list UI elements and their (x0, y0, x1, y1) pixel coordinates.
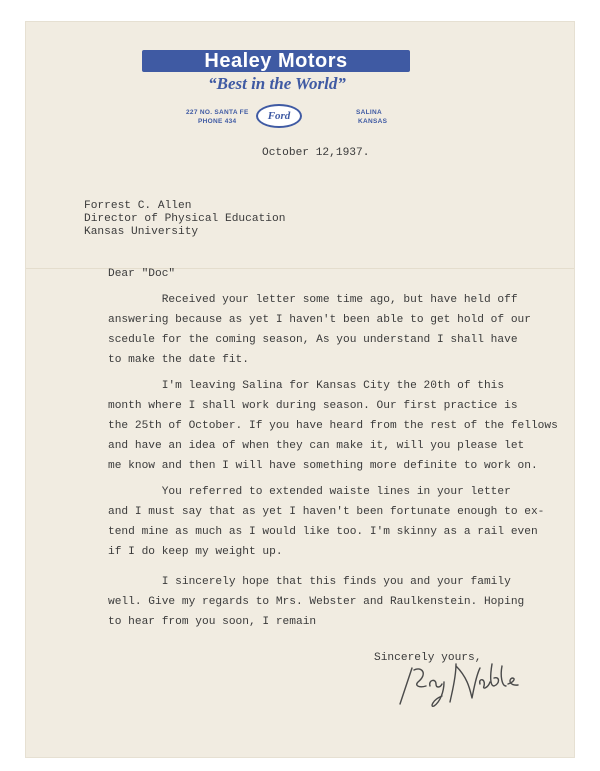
body-line: to hear from you soon, I remain (108, 616, 317, 628)
body-line: Received your letter some time ago, but have held off (108, 294, 518, 306)
body-line: I sincerely hope that this finds you and your family (108, 576, 511, 588)
body-line: answering because as yet I haven't been able to get hold of our (108, 314, 531, 326)
body-line: and I must say that as yet I haven't been fortunate enough to ex- (108, 506, 545, 518)
body-line: I'm leaving Salina for Kansas City the 20th of this (108, 380, 505, 392)
body-line: scedule for the coming season, As you understand I shall have (108, 334, 518, 346)
letter-date: October 12,1937. (262, 147, 370, 159)
ford-logo-icon: Ford (256, 104, 302, 128)
city-text: SALINA (356, 109, 382, 116)
body-line: and have an idea of when they can make it, will you please let (108, 440, 525, 452)
body-line: well. Give my regards to Mrs. Webster and Raulkenstein. Hoping (108, 596, 525, 608)
recipient-name: Forrest C. Allen (84, 200, 192, 212)
recipient-org: Kansas University (84, 226, 199, 238)
body-line: You referred to extended waiste lines in your letter (108, 486, 511, 498)
state-text: KANSAS (358, 118, 388, 125)
body-line: to make the date fit. (108, 354, 249, 366)
salutation: Dear "Doc" (108, 268, 176, 280)
body-line: tend mine as much as I would like too. I'm skinny as a rail even (108, 526, 538, 538)
body-line: month where I shall work during season. Our first practice is (108, 400, 518, 412)
company-name: Healey Motors (204, 50, 348, 72)
address-line-1: 227 NO. SANTA FE (186, 109, 249, 116)
handwritten-signature (384, 648, 534, 710)
body-line: if I do keep my weight up. (108, 546, 283, 558)
body-line: me know and then I will have something more definite to work on. (108, 460, 538, 472)
company-tagline: “Best in the World” (208, 74, 346, 93)
recipient-title: Director of Physical Education (84, 213, 286, 225)
address-line-2: PHONE 434 (198, 118, 237, 125)
body-line: the 25th of October. If you have heard from the rest of the fellows (108, 420, 558, 432)
closing: Sincerely yours, (374, 652, 482, 664)
